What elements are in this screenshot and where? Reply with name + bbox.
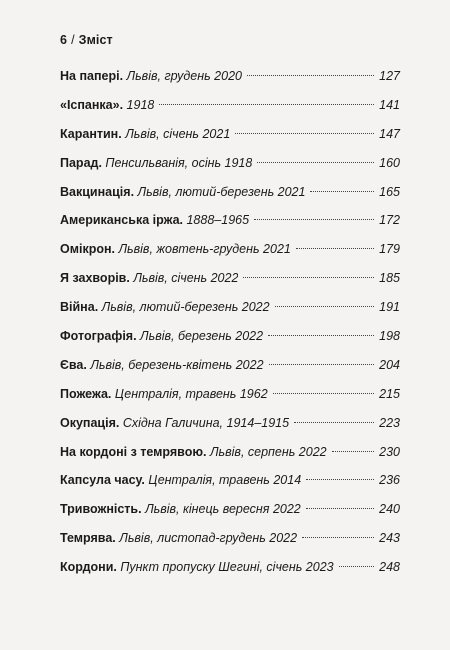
chapter-page-number: 215 [379, 386, 400, 401]
chapter-title: Парад [60, 155, 99, 170]
chapter-title: Темрява [60, 531, 113, 546]
toc-entry-text [60, 442, 327, 462]
chapter-place-date: Львів, березень-квітень 2022 [90, 357, 264, 372]
chapter-page-number: 204 [379, 357, 400, 372]
toc-entry-text [60, 95, 154, 115]
chapter-place-date: Львів, березень 2022 [140, 329, 264, 344]
chapter-title: Війна [60, 300, 95, 315]
dot-leader [269, 364, 375, 365]
dot-leader [306, 479, 374, 480]
chapter-page-number: 179 [379, 242, 400, 257]
toc-entry[interactable] [60, 499, 400, 528]
chapter-title: На кордоні з темрявою [60, 444, 204, 459]
chapter-title: Омікрон [60, 242, 112, 257]
dot-leader [339, 566, 375, 567]
dot-leader [302, 537, 374, 538]
dot-leader [159, 104, 374, 105]
chapter-page-number: 240 [379, 502, 400, 517]
toc-entry[interactable] [60, 470, 400, 499]
table-of-contents [60, 66, 400, 586]
section-title: Зміст [78, 33, 113, 47]
chapter-place-date: Львів, грудень 2020 [126, 69, 242, 83]
title-period: . [179, 213, 187, 228]
toc-entry[interactable] [60, 153, 400, 182]
chapter-page-number: 127 [379, 69, 400, 83]
chapter-title: Американська іржа [60, 213, 180, 228]
dot-leader [257, 162, 374, 163]
page-number: 6 [60, 33, 68, 47]
toc-entry-text [60, 239, 291, 259]
dot-leader [247, 75, 374, 76]
title-period: . [126, 271, 134, 286]
chapter-place-date: Централія, травень 1962 [114, 386, 268, 401]
chapter-title: Я захворів [60, 271, 127, 286]
running-head [60, 33, 113, 47]
chapter-page-number: 223 [379, 415, 400, 430]
title-period: . [119, 69, 127, 83]
title-period: . [113, 560, 121, 575]
chapter-page-number: 147 [379, 126, 400, 141]
title-period: . [130, 184, 138, 199]
chapter-page-number: 236 [379, 473, 400, 488]
chapter-place-date: Львів, лютий-березень 2021 [137, 184, 306, 199]
toc-entry-text [60, 528, 297, 548]
toc-entry[interactable] [60, 442, 400, 471]
toc-entry-text [60, 470, 301, 490]
chapter-page-number: 165 [379, 184, 400, 199]
chapter-page-number: 191 [379, 300, 400, 315]
title-period: . [118, 126, 126, 141]
toc-entry-text [60, 153, 252, 173]
toc-entry[interactable] [60, 557, 400, 586]
chapter-place-date: Львів, серпень 2022 [209, 444, 327, 459]
chapter-page-number: 185 [379, 271, 400, 286]
chapter-place-date: Львів, лютий-березень 2022 [101, 300, 270, 315]
chapter-title: На папері [60, 69, 120, 83]
chapter-page-number: 248 [379, 560, 400, 575]
toc-entry-text [60, 384, 268, 404]
chapter-title: Вакцинація [60, 184, 131, 199]
toc-entry[interactable] [60, 124, 400, 153]
toc-entry-text [60, 413, 289, 433]
toc-entry[interactable] [60, 210, 400, 239]
chapter-title: Кордони [60, 560, 114, 575]
title-period: . [115, 415, 123, 430]
chapter-page-number: 172 [379, 213, 400, 228]
title-period: . [119, 97, 127, 112]
toc-entry-text [60, 124, 230, 144]
dot-leader [310, 191, 374, 192]
toc-entry[interactable] [60, 95, 400, 124]
chapter-title: Окупація [60, 415, 116, 430]
chapter-place-date: Пункт пропуску Шегині, січень 2023 [120, 560, 334, 575]
toc-entry-text [60, 297, 270, 317]
chapter-place-date: Львів, кінець вересня 2022 [145, 502, 301, 517]
chapter-title: Карантин [60, 126, 119, 141]
toc-entry[interactable] [60, 297, 400, 326]
chapter-place-date: Пенсильванія, осінь 1918 [105, 155, 253, 170]
toc-entry[interactable] [60, 326, 400, 355]
dot-leader [235, 133, 374, 134]
chapter-page-number: 141 [379, 97, 400, 112]
toc-entry-text [60, 499, 301, 519]
title-period: . [83, 357, 91, 372]
toc-entry-text [60, 355, 264, 375]
chapter-place-date: Львів, листопад-грудень 2022 [119, 531, 298, 546]
chapter-title: «Іспанка» [60, 97, 120, 112]
chapter-page-number: 230 [379, 444, 400, 459]
title-period: . [111, 242, 119, 257]
dot-leader [273, 393, 374, 394]
toc-entry-text [60, 326, 263, 346]
chapter-place-date: Східна Галичина, 1914–1915 [122, 415, 290, 430]
chapter-title: Єва [60, 357, 84, 372]
title-period: . [138, 502, 146, 517]
toc-entry-text [60, 66, 242, 86]
chapter-place-date: 1888–1965 [186, 213, 250, 228]
dot-leader [332, 451, 375, 452]
title-period: . [141, 473, 149, 488]
title-period: . [94, 300, 102, 315]
toc-entry[interactable] [60, 413, 400, 442]
chapter-page-number: 160 [379, 155, 400, 170]
chapter-place-date: Централія, травень 2014 [148, 473, 302, 488]
dot-leader [306, 508, 374, 509]
toc-entry-text [60, 268, 238, 288]
chapter-place-date: Львів, жовтень-грудень 2021 [118, 242, 291, 257]
dot-leader [294, 422, 374, 423]
toc-entry-text [60, 182, 305, 202]
toc-entry[interactable] [60, 66, 400, 95]
chapter-place-date: 1918 [126, 97, 155, 112]
chapter-page-number: 243 [379, 531, 400, 546]
chapter-place-date: Львів, січень 2022 [133, 271, 239, 286]
dot-leader [296, 248, 374, 249]
dot-leader [268, 335, 374, 336]
title-period: . [98, 155, 106, 170]
toc-entry[interactable] [60, 182, 400, 211]
dot-leader [243, 277, 374, 278]
dot-leader [275, 306, 375, 307]
chapter-place-date: Львів, січень 2021 [125, 126, 231, 141]
chapter-title: Пожежа [60, 386, 108, 401]
toc-entry-text [60, 557, 334, 577]
toc-entry[interactable] [60, 268, 400, 297]
toc-entry-text [60, 210, 249, 230]
title-period: . [203, 444, 210, 459]
dot-leader [254, 219, 374, 220]
toc-entry[interactable] [60, 384, 400, 413]
header-separator: / [71, 33, 75, 47]
chapter-title: Фотографія [60, 329, 134, 344]
chapter-title: Капсула часу [60, 473, 142, 488]
chapter-page-number: 198 [379, 329, 400, 344]
toc-entry[interactable] [60, 239, 400, 268]
chapter-title: Тривожність [60, 502, 139, 517]
toc-entry[interactable] [60, 355, 400, 384]
title-period: . [133, 329, 141, 344]
title-period: . [107, 386, 115, 401]
toc-entry[interactable] [60, 528, 400, 557]
title-period: . [112, 531, 120, 546]
